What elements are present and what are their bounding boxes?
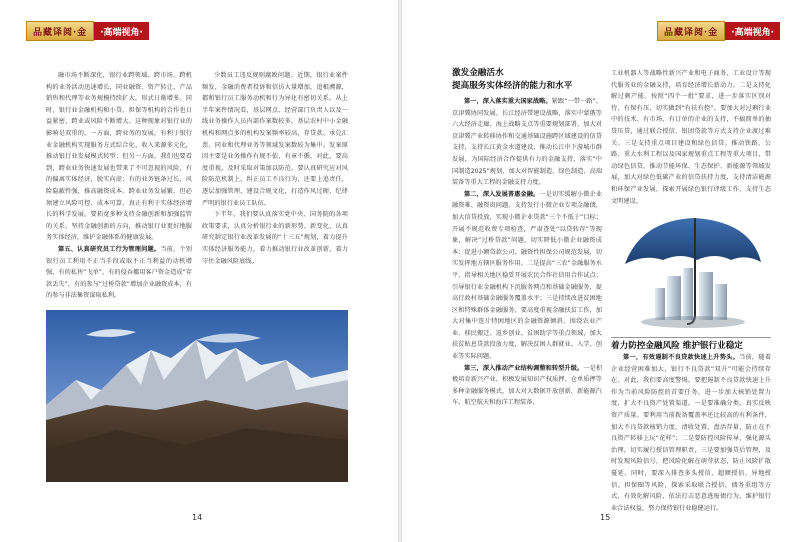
paragraph-text: 当前，随着企业经营困难加大，银行不良贷款“双升”可能会持续存在。对此，我们要高度警惕。要把遏制不良贷款快速上升作为当前风险防控的首要任务，进一步加大核销处置力度，扩大不良资产处置渠道。一是要准确分类，真实反映资产质量。要利用当前拨备覆盖率还比较高的有利条件，加大不良贷款核销力度，清收处置，盘活存量，防止在不良资产转移上玩“花样”；二是要防控风险传导，强化源头治理，切实履行授信管理职责，三是要加强贷后管理，及时发现风险信号，把风险化解在萌芽状态，防止风险扩散蔓延。同时，要深入排查多头授信、超额授信、异地授信、担保圈等风险，探索采取联合授信、债务重组等方式，有效化解风险，依法打击恶意逃废债行为，维护银行业合法权益，努力保持银行业稳健运行。 <box>611 354 772 512</box>
header-section: ·高端视角· <box>94 22 149 40</box>
left-column-2 <box>202 70 348 306</box>
paragraph-text: 当前，个别银行员工利用不正当手段或取不正当利益的动机增强，有的私售“飞单”，有的侵吞挪用客户资金造成“存款丢失”，有的参与“过桥贷款”增加企业融资成本，有的参与非法集资谋取私利。 <box>46 245 192 300</box>
paragraph <box>452 96 602 189</box>
subhead-rule <box>611 337 771 338</box>
paragraph-lead: 第一，有效遏制不良贷款快速上升势头。 <box>623 354 740 361</box>
left-column-1 <box>46 70 192 306</box>
paragraph-text: 紧跟“一带一路”、京津冀协同发展、长江经济带建设战略，落实中蒙俄等六大经济走廊、海上战略支点等重要规划部署，加大对京津冀产业转移协作和交通基础设施跨区域建设的信贷支持，支持长江黄金水道建设，推动长江中下游城市群发展，为国际经济合作提供有力的金融支持，落实“中国制造2025”规划，加大对智能制造、绿色制造、高端装备等重大工程的金融支持力度。 <box>452 98 602 187</box>
right-column-2-top <box>611 68 771 208</box>
paragraph-lead: 第二，深入发展普惠金融。 <box>464 190 540 198</box>
umbrella-city-illustration <box>611 214 769 332</box>
paragraph <box>452 189 602 363</box>
paragraph <box>452 363 602 409</box>
paragraph: 工业机器人等战略性新兴产业和电子商务、工业设计等现代服务业的金融支持，培育经济增长新动力。二是支持化解过剩产能。按照“四个一批”要求，进一步落实区别对待、有保有压，切实做到“有扶有控”。要加大对过剩行业中的技术、有市场、有订单的企业的支持，不搞简单的抽贷压贷，通过联合授信，银团贷款等方式支持企业渡过难关。三是支持重点项目建设和绿色信贷。推动铁路、公路、重大水利工程以及国家规划重点工程等重大项目，带动绿色信贷，推动节能环保、生态保护、新能源等领域发展，加大对绿色低碳产业的信贷扶持力度，支持清洁能源和环保产业发展，探索开展绿色银行评级工作，支持生态文明建设。 <box>611 70 771 205</box>
header-badge <box>26 22 149 40</box>
mountain-photo <box>46 310 348 482</box>
header-section: ·高端视角· <box>725 22 780 40</box>
article-title-line-1: 激发金融活水 <box>452 68 504 78</box>
paragraph-lead: 第三，深入推动产业结构调整和转型升级。 <box>464 364 584 372</box>
paragraph: 下半年，我们要认真落实党中央、国务院的各项政策要求，认真分析银行业的新形势、新变化，认真研究制定银行业改革发展的“十三五”规划，着力提升实体经济服务能力，着力推动银行业改革创新，着力守住金融风险底线。 <box>202 211 348 265</box>
paragraph <box>46 244 192 302</box>
paragraph: 少数员工违反规则腐败问题。近期，银行业案件频发，金融消费者投诉和信访大量增加，追根溯源，都和银行员工服务动机和行为异化有密切关系。从上半年案件情况看，基层网点、经营部门负责人以及一线业务操作人员内部作案数较多，基层农村中小金融机构和网点多的机构发案频率较高，存贷款、承兑汇票、同业和代理业务等领域发案数较为集中。发案原因主要是业务操作有规不依、有章不循，对此，要高度重视，及时采取对策加以防范。要认真研究应对风险防范机制上，纠正员工不良行为，还要上追责任，逐层加强管理，建设合规文化，打造作风过硬、纪律严明的银行业员工队伍。 <box>202 72 348 207</box>
article-title-line-2: 提高服务实体经济的能力和水平 <box>452 81 573 91</box>
paragraph-lead: 第五、认真研究员工行为管理问题。 <box>58 245 161 253</box>
umbrella-icon <box>611 214 769 332</box>
right-column-2-bottom <box>611 352 772 512</box>
page-number: 14 <box>192 513 203 522</box>
section-subhead <box>611 337 771 352</box>
subhead-title: 着力防控金融风险 维护银行业稳定 <box>611 341 743 351</box>
right-column-1 <box>452 68 602 506</box>
left-page <box>0 0 398 542</box>
header-brand: 品藏译阅·金 <box>657 21 725 41</box>
mountain-illustration <box>46 310 348 482</box>
paragraph-lead: 第一，深入落实重大国家战略。 <box>464 98 552 105</box>
paragraph-text: 一是切实缓解小微企业融资难、融资贵问题。支持发行小微企业专项金融债，加大信贷投放，实现小微企业贷款“三个不低于”目标；开展不规范收费专项检查，严肃查处“以贷转存”等现象，解决“过桥贷款”问题，切实降低小微企业融资成本；促进小额贷款公司、融资性担保公司规范发展，切实发挥地方辖区服务作用。二是提高“三农”金融服务水平，指导相关地区稳妥开展农民合作社信用合作试点；引导银行业金融机构下沉服务网点和基础金融服务，提高行政村基础金融服务覆盖水平；三是持续改进贫困地区和特殊群体金融服务，要高度重视金融扶贫工作，加大对集中连片特困地区的金融资源倾斜，围绕农业产业、移民搬迁、返乡创业、贫困助学等重点领域，加大扶贫贴息贷款投放力度，解决贫困人群就业、入学、创业等实际问题。 <box>452 190 603 361</box>
page-number: 15 <box>600 513 611 522</box>
header-badge <box>657 22 780 40</box>
paragraph: 融市场不断深化，银行业跨领域、跨市场、跨机构的业务活动迅速增长，同业融资、资产转让、产品销售和代理等业务规模持续扩大，形式日渐增多。同时，银行业金融机构和小贷、担保等机构的合作也日益紧密，跨业或风险不断增大。这种现象对银行业的影响是双重的。一方面，跨业务的发展，有利于银行业金融机构实现服务方式综合化、收入来源多元化，推动银行业发展模式转型；但另一方面，我们也要看到，跨业业务快速发展也带来了不可忽视的风险，有的偏离实体经济，脱实向虚；有的业务链条过长，风险隐蔽性强，推高融资成本。跨业业务发展繁，但必须建立风险可控、成本可算、真正有利于实体经济增长的科学发展。要拓宽多种支持金融创新和加强监管的关系，坚持金融创新的方向，推动银行业更好地服务实体经济，维护金融体系的健康发展。 <box>46 72 192 242</box>
header-brand: 品藏译阅·金 <box>26 21 94 41</box>
paragraph-text: 一是积极培育新兴产业。积极发展知识产权质押、仓单质押等多种金融服务模式，加大对大数据开放创新、新能源汽车、航空航天和海洋工程装备、 <box>452 364 603 407</box>
paragraph <box>611 352 771 514</box>
